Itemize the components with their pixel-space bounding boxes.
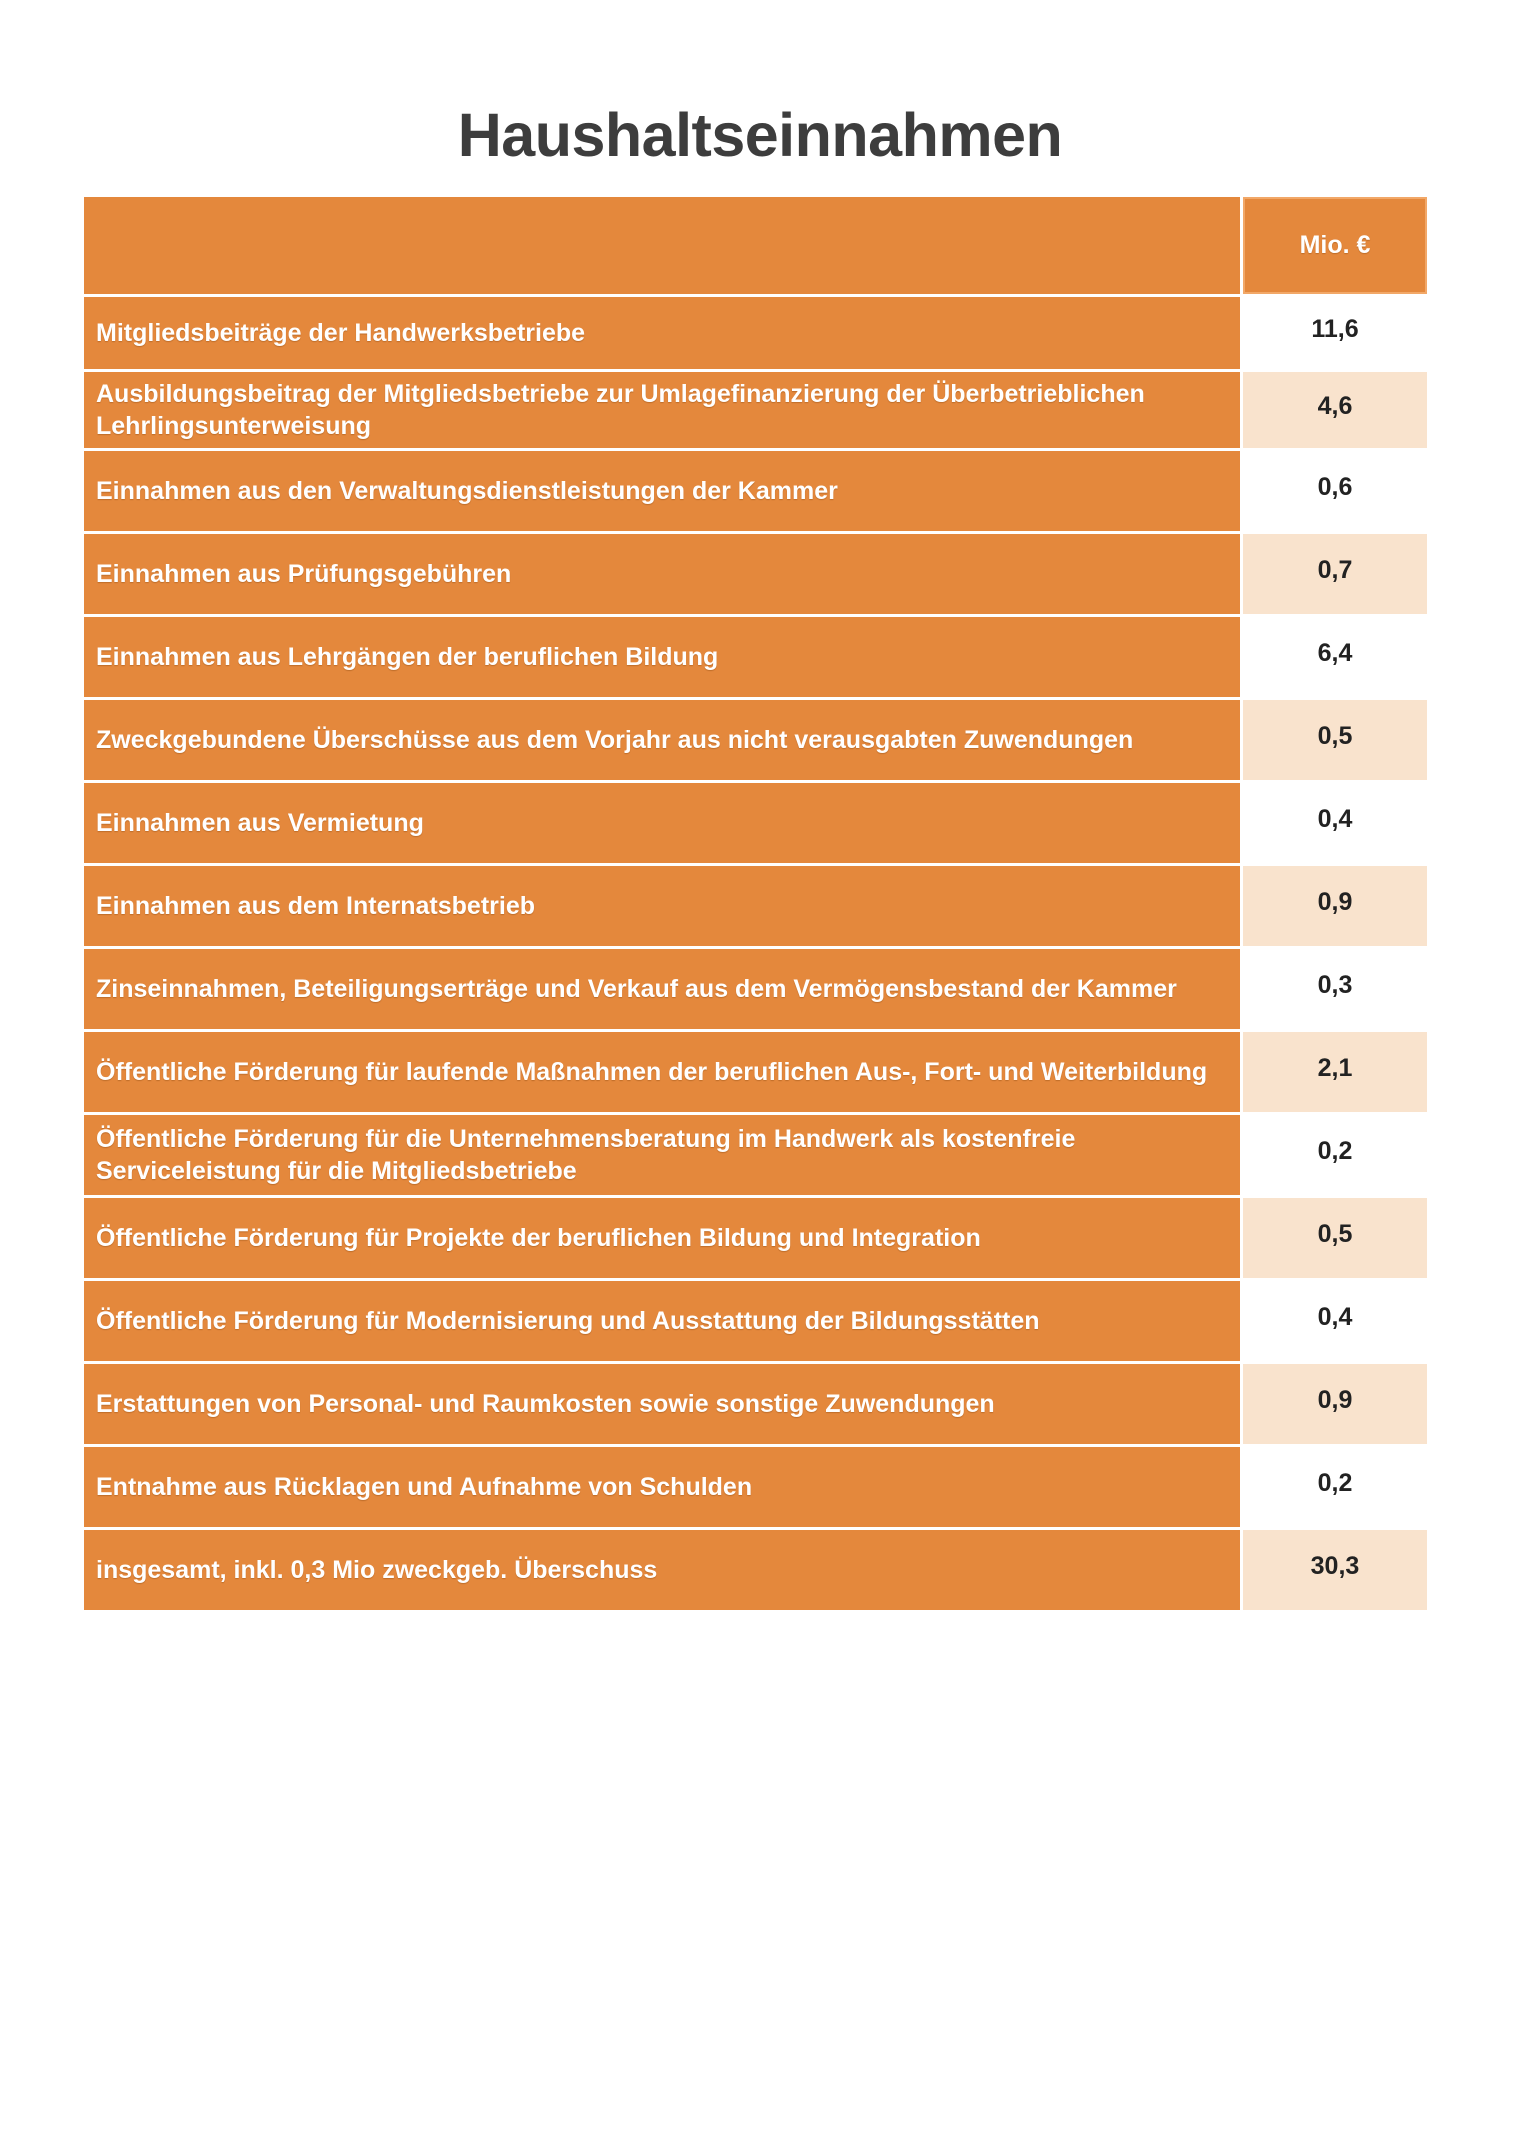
row-value: 11,6 (1243, 297, 1427, 369)
row-value: 0,4 (1243, 783, 1427, 863)
table-header-row (84, 197, 1424, 297)
row-label: Ausbildungsbeitrag der Mitgliedsbetriebe zur Umlagefinanzierung der Überbetrieblichen Lehrlingsunterweisung (84, 372, 1240, 448)
page-title: Haushaltseinnahmen (457, 101, 1063, 169)
row-value: 0,7 (1243, 534, 1427, 614)
table-row (84, 617, 1424, 700)
table-row (84, 783, 1424, 866)
row-label: Einnahmen aus dem Internatsbetrieb (84, 866, 1240, 946)
row-label: Öffentliche Förderung für Modernisierung und Ausstattung der Bildungsstätten (84, 1281, 1240, 1361)
row-value: 30,3 (1243, 1530, 1427, 1610)
row-value: 0,3 (1243, 949, 1427, 1029)
table-row (84, 297, 1424, 372)
header-label-cell (84, 197, 1240, 294)
table-row (84, 451, 1424, 534)
row-label: Zweckgebundene Überschüsse aus dem Vorjahr aus nicht verausgabten Zuwendungen (84, 700, 1240, 780)
table-row (84, 949, 1424, 1032)
row-value: 0,6 (1243, 451, 1427, 531)
table-row (84, 1198, 1424, 1281)
row-label: Einnahmen aus Lehrgängen der beruflichen Bildung (84, 617, 1240, 697)
table-row (84, 1447, 1424, 1530)
table-row (84, 1530, 1424, 1613)
table-row (84, 866, 1424, 949)
row-label: Zinseinnahmen, Beteiligungserträge und Verkauf aus dem Vermögensbestand der Kammer (84, 949, 1240, 1029)
row-label: Öffentliche Förderung für laufende Maßnahmen der beruflichen Aus-, Fort- und Weiterbildung (84, 1032, 1240, 1112)
row-value: 4,6 (1243, 372, 1427, 448)
row-label: Einnahmen aus den Verwaltungsdienstleistungen der Kammer (84, 451, 1240, 531)
row-value: 0,5 (1243, 700, 1427, 780)
row-label: Einnahmen aus Prüfungsgebühren (84, 534, 1240, 614)
row-label: Erstattungen von Personal- und Raumkosten sowie sonstige Zuwendungen (84, 1364, 1240, 1444)
row-value: 0,4 (1243, 1281, 1427, 1361)
row-value: 2,1 (1243, 1032, 1427, 1112)
header-unit-cell: Mio. € (1243, 197, 1427, 294)
row-value: 0,5 (1243, 1198, 1427, 1278)
table-row (84, 1364, 1424, 1447)
row-value: 6,4 (1243, 617, 1427, 697)
row-label: Öffentliche Förderung für Projekte der beruflichen Bildung und Integration (84, 1198, 1240, 1278)
row-label: insgesamt, inkl. 0,3 Mio zweckgeb. Überschuss (84, 1530, 1240, 1610)
table-row (84, 372, 1424, 451)
row-value: 0,9 (1243, 1364, 1427, 1444)
row-label: Einnahmen aus Vermietung (84, 783, 1240, 863)
row-value: 0,9 (1243, 866, 1427, 946)
row-label: Mitgliedsbeiträge der Handwerksbetriebe (84, 297, 1240, 369)
table-row (84, 1032, 1424, 1115)
table-row (84, 1115, 1424, 1198)
table-row (84, 700, 1424, 783)
row-label: Öffentliche Förderung für die Unternehmensberatung im Handwerk als kostenfreie Serviceleistung für die Mitgliedsbetriebe (84, 1115, 1240, 1195)
row-value: 0,2 (1243, 1115, 1427, 1195)
row-label: Entnahme aus Rücklagen und Aufnahme von Schulden (84, 1447, 1240, 1527)
income-table (84, 197, 1424, 1613)
row-value: 0,2 (1243, 1447, 1427, 1527)
table-row (84, 1281, 1424, 1364)
table-row (84, 534, 1424, 617)
